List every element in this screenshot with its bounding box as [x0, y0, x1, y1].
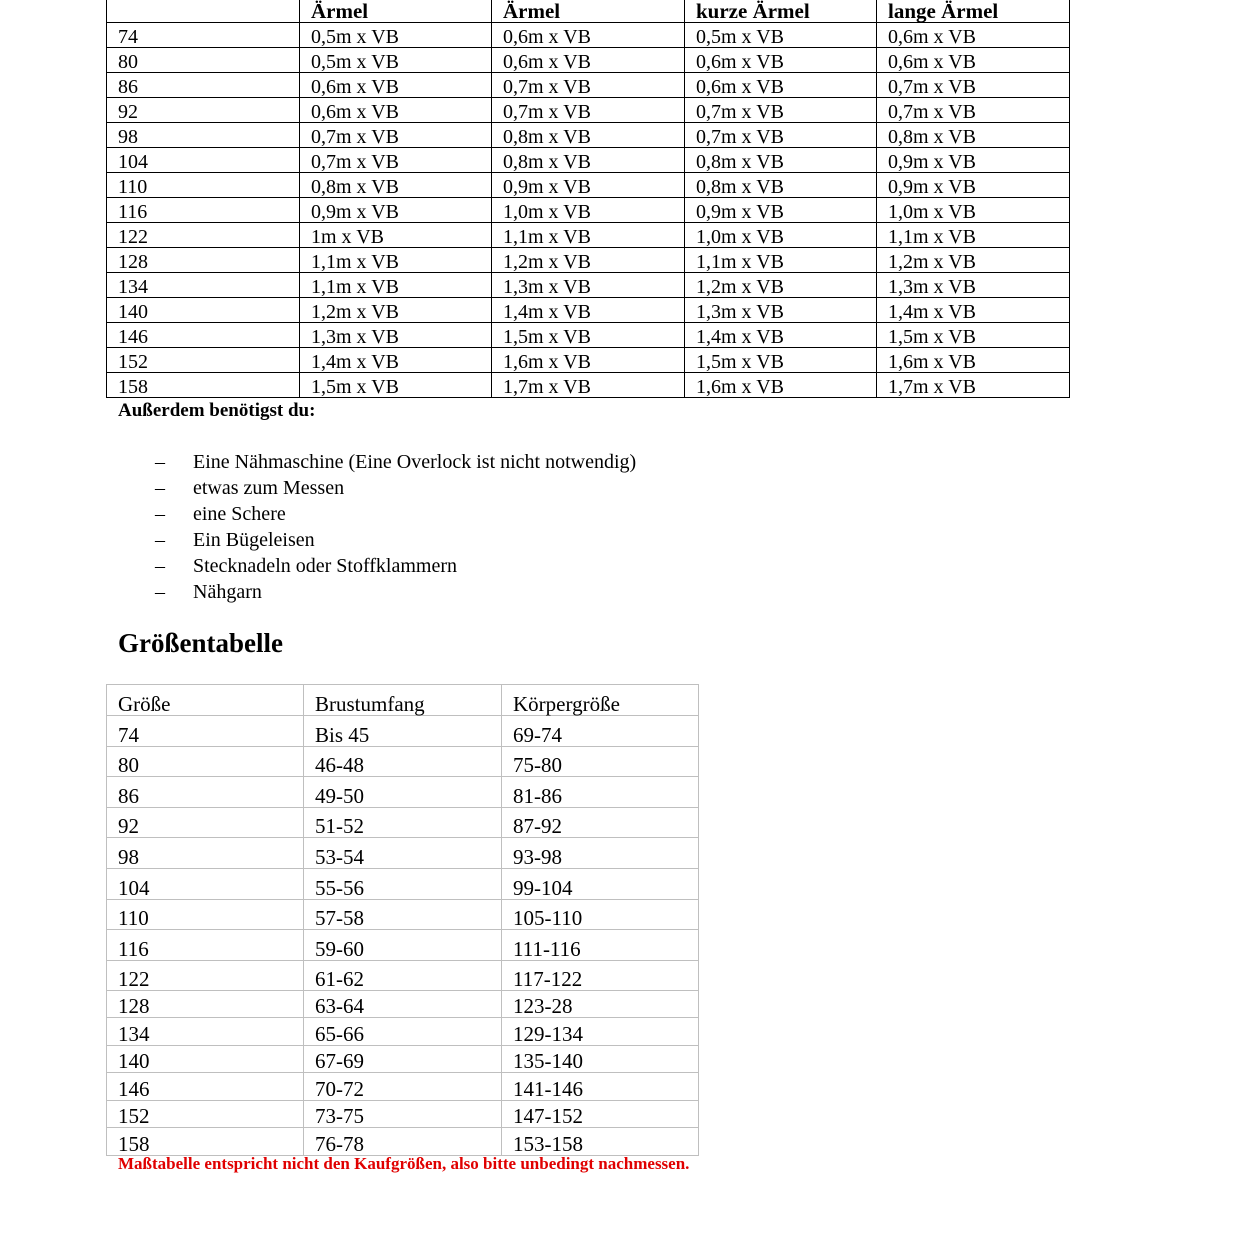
table-cell: 0,6m x VB: [492, 48, 685, 73]
needs-list: [155, 449, 636, 605]
table-row: [107, 23, 1070, 48]
fabric-requirements-table: [106, 0, 1070, 398]
table-cell: 59-60: [304, 930, 502, 961]
table-cell: 1,7m x VB: [492, 373, 685, 398]
table-cell: 1,5m x VB: [685, 348, 877, 373]
table-row: [107, 900, 699, 930]
table-cell: 1,2m x VB: [492, 248, 685, 273]
table-cell: 116: [107, 930, 304, 961]
table-cell: 1,1m x VB: [300, 273, 492, 298]
table-cell: 0,6m x VB: [492, 23, 685, 48]
table-cell: 146: [107, 1073, 304, 1101]
table-cell: 0,5m x VB: [300, 23, 492, 48]
fabric-table-header-cell: Ärmel: [300, 0, 492, 23]
table-cell: 1,5m x VB: [300, 373, 492, 398]
table-cell: 93-98: [502, 838, 699, 869]
table-row: [107, 991, 699, 1018]
needs-title: Außerdem benötigst du:: [118, 400, 316, 421]
table-cell: 1,6m x VB: [492, 348, 685, 373]
table-cell: 116: [107, 198, 300, 223]
table-cell: 0,9m x VB: [877, 148, 1070, 173]
table-cell: 1,0m x VB: [877, 198, 1070, 223]
table-cell: 1,0m x VB: [492, 198, 685, 223]
table-cell: 99-104: [502, 869, 699, 900]
dash-bullet-icon: –: [155, 477, 165, 499]
table-cell: 147-152: [502, 1101, 699, 1128]
table-cell: 140: [107, 298, 300, 323]
table-row: [107, 248, 1070, 273]
table-cell: 110: [107, 173, 300, 198]
table-row: [107, 1046, 699, 1073]
table-row: [107, 1128, 699, 1156]
table-cell: 0,5m x VB: [300, 48, 492, 73]
table-cell: Bis 45: [304, 716, 502, 747]
table-cell: 0,9m x VB: [492, 173, 685, 198]
table-cell: 122: [107, 223, 300, 248]
table-row: [107, 747, 699, 777]
table-cell: 0,9m x VB: [685, 198, 877, 223]
list-item: [155, 527, 636, 553]
table-cell: 70-72: [304, 1073, 502, 1101]
table-row: [107, 98, 1070, 123]
table-cell: 92: [107, 808, 304, 838]
table-cell: 86: [107, 73, 300, 98]
table-row: [107, 223, 1070, 248]
table-cell: 76-78: [304, 1128, 502, 1156]
table-cell: 0,9m x VB: [877, 173, 1070, 198]
table-cell: 1,2m x VB: [685, 273, 877, 298]
table-cell: 0,6m x VB: [685, 73, 877, 98]
table-cell: 0,8m x VB: [877, 123, 1070, 148]
table-cell: 129-134: [502, 1018, 699, 1046]
table-cell: 0,7m x VB: [492, 73, 685, 98]
table-row: [107, 930, 699, 961]
table-cell: 110: [107, 900, 304, 930]
table-cell: 1,3m x VB: [685, 298, 877, 323]
table-row: [107, 716, 699, 747]
table-cell: 140: [107, 1046, 304, 1073]
table-row: [107, 1073, 699, 1101]
table-cell: 86: [107, 777, 304, 808]
table-row: [107, 123, 1070, 148]
size-table-note: Maßtabelle entspricht nicht den Kaufgrößen, also bitte unbedingt nachmessen.: [118, 1154, 690, 1173]
table-row: [107, 73, 1070, 98]
size-table-header-cell: Körpergröße: [502, 685, 699, 716]
table-cell: 1,5m x VB: [492, 323, 685, 348]
table-cell: 1,3m x VB: [877, 273, 1070, 298]
table-cell: 80: [107, 48, 300, 73]
table-row: [107, 298, 1070, 323]
table-cell: 0,6m x VB: [300, 73, 492, 98]
table-cell: 128: [107, 991, 304, 1018]
table-cell: 1,3m x VB: [492, 273, 685, 298]
fabric-table-header-cell: [107, 0, 300, 23]
size-table-header-row: [107, 685, 699, 716]
table-cell: 1,1m x VB: [877, 223, 1070, 248]
table-cell: 0,8m x VB: [492, 148, 685, 173]
table-cell: 67-69: [304, 1046, 502, 1073]
table-cell: 0,8m x VB: [685, 148, 877, 173]
table-cell: 0,7m x VB: [685, 98, 877, 123]
table-row: [107, 373, 1070, 398]
table-cell: 73-75: [304, 1101, 502, 1128]
table-cell: 1,1m x VB: [685, 248, 877, 273]
size-table: [106, 684, 699, 1156]
table-cell: 105-110: [502, 900, 699, 930]
table-cell: 0,7m x VB: [300, 123, 492, 148]
size-table-header-cell: Größe: [107, 685, 304, 716]
table-cell: 92: [107, 98, 300, 123]
table-cell: 123-28: [502, 991, 699, 1018]
table-cell: 0,6m x VB: [300, 98, 492, 123]
table-row: [107, 777, 699, 808]
table-cell: 158: [107, 373, 300, 398]
fabric-table-header-cell: kurze Ärmel: [685, 0, 877, 23]
table-cell: 104: [107, 869, 304, 900]
table-cell: 158: [107, 1128, 304, 1156]
fabric-table-header-cell: lange Ärmel: [877, 0, 1070, 23]
table-cell: 75-80: [502, 747, 699, 777]
table-cell: 153-158: [502, 1128, 699, 1156]
table-row: [107, 198, 1070, 223]
table-cell: 1,4m x VB: [877, 298, 1070, 323]
table-cell: 104: [107, 148, 300, 173]
list-item: [155, 579, 636, 605]
table-cell: 1,1m x VB: [492, 223, 685, 248]
table-cell: 111-116: [502, 930, 699, 961]
table-cell: 61-62: [304, 961, 502, 991]
dash-bullet-icon: –: [155, 529, 165, 551]
table-cell: 122: [107, 961, 304, 991]
table-row: [107, 869, 699, 900]
dash-bullet-icon: –: [155, 581, 165, 603]
table-cell: 57-58: [304, 900, 502, 930]
table-cell: 0,7m x VB: [300, 148, 492, 173]
table-cell: 1,4m x VB: [492, 298, 685, 323]
table-row: [107, 48, 1070, 73]
table-row: [107, 838, 699, 869]
table-cell: 1,7m x VB: [877, 373, 1070, 398]
table-row: [107, 273, 1070, 298]
table-cell: 1,1m x VB: [300, 248, 492, 273]
table-row: [107, 323, 1070, 348]
table-cell: 1,6m x VB: [877, 348, 1070, 373]
table-cell: 51-52: [304, 808, 502, 838]
dash-bullet-icon: –: [155, 555, 165, 577]
table-cell: 0,6m x VB: [877, 23, 1070, 48]
table-cell: 0,7m x VB: [877, 73, 1070, 98]
table-cell: 46-48: [304, 747, 502, 777]
table-cell: 1,2m x VB: [300, 298, 492, 323]
table-cell: 0,6m x VB: [685, 48, 877, 73]
size-table-header-cell: Brustumfang: [304, 685, 502, 716]
table-cell: 87-92: [502, 808, 699, 838]
table-cell: 98: [107, 123, 300, 148]
table-cell: 53-54: [304, 838, 502, 869]
table-cell: 0,8m x VB: [300, 173, 492, 198]
table-cell: 1,0m x VB: [685, 223, 877, 248]
table-cell: 69-74: [502, 716, 699, 747]
table-cell: 0,7m x VB: [685, 123, 877, 148]
table-cell: 80: [107, 747, 304, 777]
table-cell: 74: [107, 716, 304, 747]
table-cell: 1,4m x VB: [300, 348, 492, 373]
size-table-title: Größentabelle: [118, 628, 283, 658]
dash-bullet-icon: –: [155, 451, 165, 473]
fabric-table-header-row: [107, 0, 1070, 23]
table-cell: 152: [107, 1101, 304, 1128]
list-item-text: Nähgarn: [193, 581, 262, 603]
table-cell: 49-50: [304, 777, 502, 808]
dash-bullet-icon: –: [155, 503, 165, 525]
fabric-table-header-cell: Ärmel: [492, 0, 685, 23]
table-cell: 1,4m x VB: [685, 323, 877, 348]
list-item-text: Eine Nähmaschine (Eine Overlock ist nicht notwendig): [193, 451, 637, 473]
table-cell: 55-56: [304, 869, 502, 900]
list-item-text: etwas zum Messen: [193, 477, 345, 499]
table-cell: 134: [107, 273, 300, 298]
table-row: [107, 808, 699, 838]
table-cell: 141-146: [502, 1073, 699, 1101]
table-cell: 0,8m x VB: [492, 123, 685, 148]
table-cell: 1,3m x VB: [300, 323, 492, 348]
list-item: [155, 501, 636, 527]
table-row: [107, 961, 699, 991]
table-cell: 1,6m x VB: [685, 373, 877, 398]
table-row: [107, 148, 1070, 173]
table-cell: 146: [107, 323, 300, 348]
table-cell: 0,6m x VB: [877, 48, 1070, 73]
list-item-text: Stecknadeln oder Stoffklammern: [193, 555, 458, 577]
list-item-text: Ein Bügeleisen: [193, 529, 315, 551]
table-row: [107, 173, 1070, 198]
table-cell: 0,5m x VB: [685, 23, 877, 48]
table-cell: 1,5m x VB: [877, 323, 1070, 348]
list-item: [155, 553, 636, 579]
table-cell: 128: [107, 248, 300, 273]
table-cell: 0,9m x VB: [300, 198, 492, 223]
list-item-text: eine Schere: [193, 503, 286, 525]
table-row: [107, 1101, 699, 1128]
table-cell: 0,7m x VB: [492, 98, 685, 123]
table-cell: 63-64: [304, 991, 502, 1018]
table-cell: 117-122: [502, 961, 699, 991]
table-cell: 65-66: [304, 1018, 502, 1046]
table-cell: 74: [107, 23, 300, 48]
table-cell: 98: [107, 838, 304, 869]
list-item: [155, 449, 636, 475]
table-cell: 1,2m x VB: [877, 248, 1070, 273]
table-row: [107, 1018, 699, 1046]
table-cell: 134: [107, 1018, 304, 1046]
table-cell: 135-140: [502, 1046, 699, 1073]
table-cell: 152: [107, 348, 300, 373]
table-cell: 0,8m x VB: [685, 173, 877, 198]
table-cell: 0,7m x VB: [877, 98, 1070, 123]
table-row: [107, 348, 1070, 373]
table-cell: 1m x VB: [300, 223, 492, 248]
table-cell: 81-86: [502, 777, 699, 808]
list-item: [155, 475, 636, 501]
